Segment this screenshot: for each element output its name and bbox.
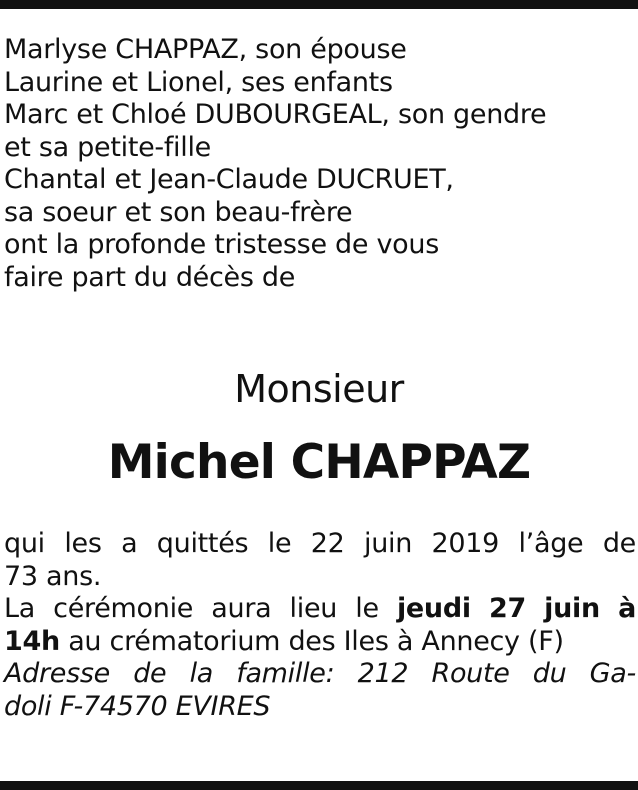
word: lieu — [289, 593, 338, 624]
word: famille: — [236, 658, 335, 689]
intro-line: Marlyse CHAPPAZ, son épouse — [4, 34, 407, 65]
intro-line: sa soeur et son beau-frère — [4, 196, 353, 228]
intro-line: Marc et Chloé DUBOURGEAL, son gendre — [4, 99, 547, 130]
intro-line: faire part du décès de — [4, 261, 296, 293]
intro-line: et sa petite-fille — [4, 131, 211, 163]
ceremony-location: au crématorium des Iles à Annecy (F) — [59, 625, 564, 657]
word: quittés — [156, 528, 249, 559]
word: Adresse — [4, 658, 110, 689]
word: l’âge — [518, 528, 584, 559]
ceremony-date-word: 27 — [488, 593, 526, 624]
word: le — [355, 593, 379, 624]
details-line-3 — [4, 593, 636, 626]
ceremony-date-word: juin — [544, 593, 600, 624]
ceremony-date-word: jeudi — [396, 593, 471, 624]
word: qui — [4, 528, 45, 559]
word: le — [267, 528, 292, 559]
honorific-title: Monsieur — [234, 367, 404, 411]
details-line-2: 73 ans. — [4, 560, 102, 592]
family-intro — [4, 34, 636, 294]
word: Ga- — [589, 658, 636, 689]
word: 212 — [357, 658, 409, 689]
word: les — [64, 528, 102, 559]
intro-line: Laurine et Lionel, ses enfants — [4, 66, 393, 98]
word: 22 — [310, 528, 345, 559]
word: aura — [211, 593, 272, 624]
word: a — [121, 528, 138, 559]
word: 2019 — [431, 528, 500, 559]
ceremony-date-word: à — [618, 593, 636, 624]
word: Route — [431, 658, 510, 689]
word: la — [189, 658, 214, 689]
word: cérémonie — [53, 593, 194, 624]
details-line-1 — [4, 528, 636, 561]
details-line-4 — [4, 626, 636, 659]
word: La — [4, 593, 35, 624]
top-rule — [0, 0, 638, 9]
family-address-line-1 — [4, 658, 636, 691]
word: juin — [364, 528, 413, 559]
word: du — [532, 658, 567, 689]
bottom-rule — [0, 781, 638, 790]
intro-line: Chantal et Jean-Claude DUCRUET, — [4, 164, 454, 195]
word: de — [602, 528, 636, 559]
word: de — [133, 658, 167, 689]
intro-line: ont la profonde tristesse de vous — [4, 229, 439, 260]
deceased-name: Michel CHAPPAZ — [107, 435, 531, 490]
family-address-line-2: doli F-74570 EVIRES — [4, 690, 271, 722]
ceremony-details — [4, 528, 636, 723]
ceremony-time: 14h — [4, 625, 60, 657]
